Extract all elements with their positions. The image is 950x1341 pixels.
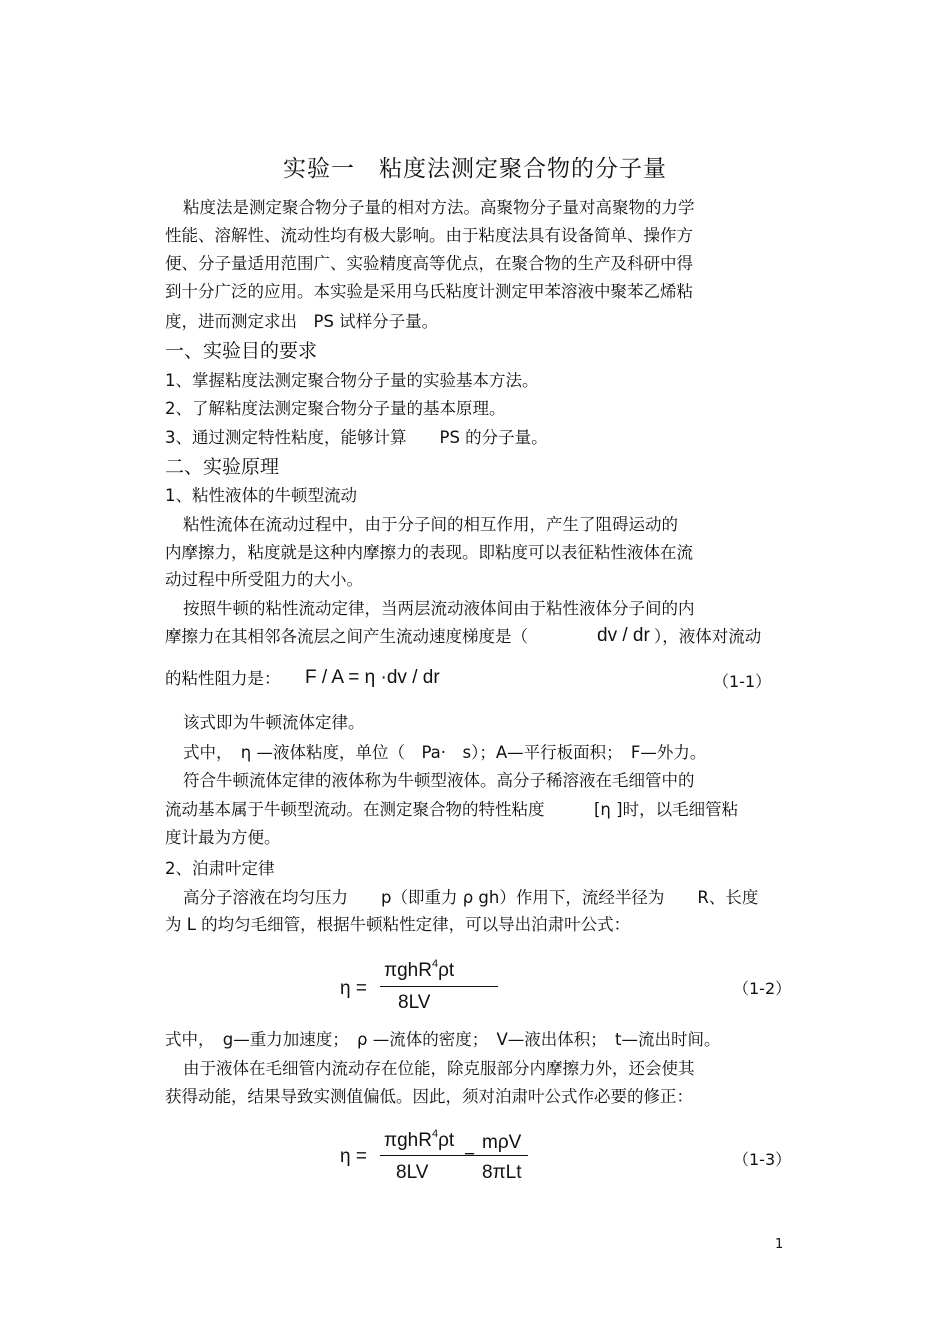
paragraph-line: 由于液体在毛细管内流动存在位能，除克服部分内摩擦力外，还会使其 <box>183 1059 695 1078</box>
velocity-gradient: dv / dr <box>597 625 650 646</box>
paragraph-line: 流动基本属于牛顿型流动。在测定聚合物的特性粘度 [η ]时，以毛细管粘 <box>165 800 739 819</box>
list-item: 2、了解粘度法测定聚合物分子量的基本原理。 <box>165 399 506 418</box>
intro-line: 性能、溶解性、流动性均有极大影响。由于粘度法具有设备简单、操作方 <box>165 226 693 245</box>
equation-number: （1-3） <box>733 1150 792 1169</box>
equation-numerator: πghR$^4$ρt <box>384 958 455 981</box>
paragraph-line: 摩擦力在其相邻各流层之间产生流动速度梯度是（ <box>165 627 528 646</box>
page-title: 实验一 粘度法测定聚合物的分子量 <box>283 156 667 182</box>
intro-line: 便、分子量适用范围广、实验精度高等优点，在聚合物的生产及科研中得 <box>165 254 693 273</box>
paragraph-line: 获得动能，结果导致实测值偏低。因此，须对泊肃叶公式作必要的修正： <box>165 1087 693 1106</box>
equation-lhs: η = <box>340 1146 367 1167</box>
paragraph-line: 式中， g—重力加速度； ρ —流体的密度； V—液出体积； t—流出时间。 <box>165 1030 721 1049</box>
subheading: 1、粘性液体的牛顿型流动 <box>165 486 357 505</box>
paragraph-line: 内摩擦力，粘度就是这种内摩擦力的表现。即粘度可以表征粘性液体在流 <box>165 543 693 562</box>
subheading: 2、泊肃叶定律 <box>165 859 275 878</box>
intro-line: 到十分广泛的应用。本实验是采用乌氏粘度计测定甲苯溶液中聚苯乙烯粘 <box>165 282 693 301</box>
equation-1-1: F / A = η ·dv / dr <box>305 667 440 688</box>
list-item: 3、通过测定特性粘度，能够计算 PS 的分子量。 <box>165 428 548 447</box>
equation-lhs: η = <box>340 978 367 999</box>
paragraph-line: 动过程中所受阻力的大小。 <box>165 570 363 589</box>
equation-numerator: πghR$^4$ρt <box>384 1128 455 1151</box>
paragraph-line: 高分子溶液在均匀压力 p（即重力 ρ gh）作用下，流经半径为 R、长度 <box>183 888 759 907</box>
fraction-bar <box>380 986 498 987</box>
paragraph-line: ），液体对流动 <box>654 627 762 646</box>
fraction-bar <box>478 1155 528 1156</box>
paragraph-line: 式中， η —液体粘度，单位（ Pa· s）；A—平行板面积； F—外力。 <box>183 743 707 762</box>
paragraph-line: 粘性流体在流动过程中，由于分子间的相互作用，产生了阻碍运动的 <box>183 515 678 534</box>
section-heading-objectives: 一、实验目的要求 <box>165 340 318 362</box>
equation-denominator: 8LV <box>396 1162 429 1183</box>
equation-denominator: 8πLt <box>482 1162 522 1183</box>
section-heading-principle: 二、实验原理 <box>165 456 280 478</box>
minus-sign: − <box>464 1144 476 1165</box>
paragraph-line: 为 L 的均匀毛细管，根据牛顿粘性定律，可以导出泊肃叶公式： <box>165 915 631 934</box>
list-item: 1、掌握粘度法测定聚合物分子量的实验基本方法。 <box>165 371 539 390</box>
paragraph-line: 该式即为牛顿流体定律。 <box>183 713 365 732</box>
equation-prefix: 的粘性阻力是： <box>165 669 281 688</box>
equation-number: （1-2） <box>733 979 792 998</box>
equation-numerator: mρV <box>482 1132 522 1153</box>
equation-number: （1-1） <box>713 672 772 691</box>
page-number: 1 <box>775 1237 784 1252</box>
paragraph-line: 按照牛顿的粘性流动定律，当两层流动液体间由于粘性液体分子间的内 <box>183 599 695 618</box>
intro-line: 度，进而测定求出 PS 试样分子量。 <box>165 312 439 331</box>
intro-line: 粘度法是测定聚合物分子量的相对方法。高聚物分子量对高聚物的力学 <box>183 198 695 217</box>
equation-denominator: 8LV <box>398 992 431 1013</box>
paragraph-line: 度计最为方便。 <box>165 828 281 847</box>
paragraph-line: 符合牛顿流体定律的液体称为牛顿型液体。高分子稀溶液在毛细管中的 <box>183 771 695 790</box>
